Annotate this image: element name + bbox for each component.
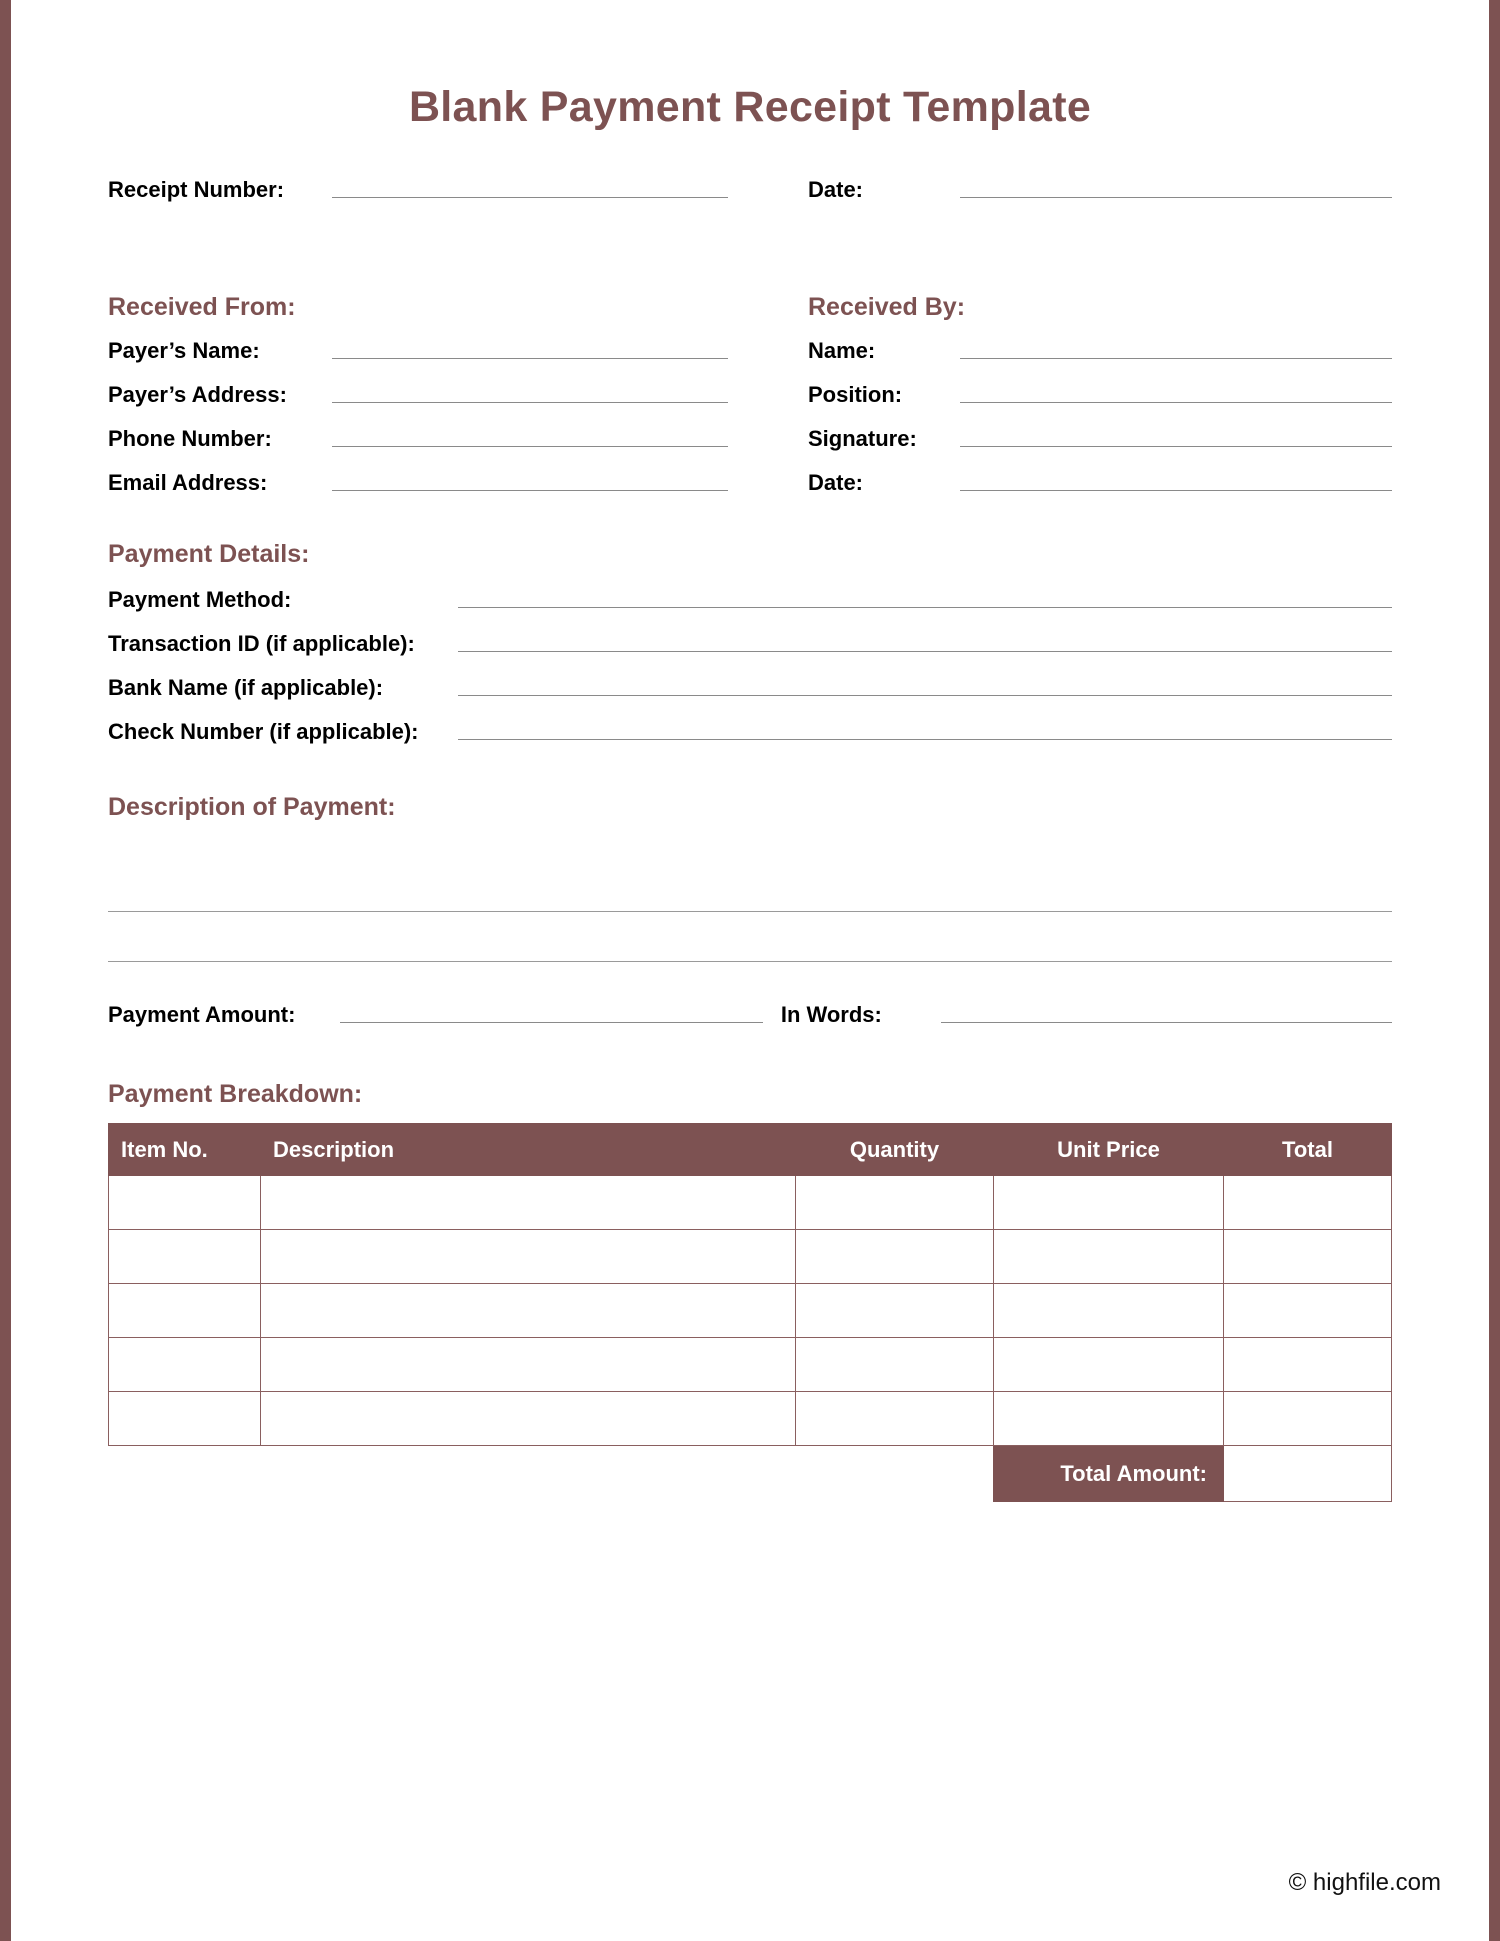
receiver-signature-field[interactable]	[808, 426, 1392, 452]
breakdown-table-head	[109, 1124, 1392, 1176]
receipt-date-input[interactable]	[960, 197, 1392, 198]
cell-total[interactable]	[1224, 1284, 1392, 1338]
column-header-quantity: Quantity	[796, 1124, 994, 1176]
cell-unit-price[interactable]	[994, 1284, 1224, 1338]
receipt-meta-row	[108, 177, 1392, 203]
receiver-date-input[interactable]	[960, 490, 1392, 491]
breakdown-table-body	[109, 1176, 1392, 1502]
cell-total[interactable]	[1224, 1176, 1392, 1230]
table-row[interactable]	[109, 1176, 1392, 1230]
transaction-id-field[interactable]	[108, 631, 1392, 657]
cell-unit-price[interactable]	[994, 1392, 1224, 1446]
bank-name-field[interactable]	[108, 675, 1392, 701]
in-words-input[interactable]	[941, 1022, 1392, 1023]
transaction-id-input[interactable]	[458, 651, 1392, 652]
receiver-position-input[interactable]	[960, 402, 1392, 403]
description-line[interactable]	[108, 912, 1392, 962]
document-sheet	[11, 0, 1489, 1941]
receipt-number-field[interactable]	[108, 177, 728, 203]
cell-quantity[interactable]	[796, 1284, 994, 1338]
description-line[interactable]	[108, 862, 1392, 912]
cell-item-no[interactable]	[109, 1230, 261, 1284]
received-by-section	[750, 249, 1392, 496]
description-section	[108, 793, 1392, 962]
cell-unit-price[interactable]	[994, 1230, 1224, 1284]
table-row[interactable]	[109, 1230, 1392, 1284]
receiver-signature-input[interactable]	[960, 446, 1392, 447]
column-header-description: Description	[261, 1124, 796, 1176]
payment-method-label: Payment Method:	[108, 587, 292, 613]
receipt-date-field[interactable]	[808, 177, 1392, 203]
cell-total[interactable]	[1224, 1392, 1392, 1446]
footer-copyright: © highfile.com	[1288, 1869, 1441, 1896]
payment-amount-input[interactable]	[340, 1022, 763, 1023]
transaction-id-label: Transaction ID (if applicable):	[108, 631, 415, 657]
payer-name-input[interactable]	[332, 358, 728, 359]
cell-description[interactable]	[261, 1284, 796, 1338]
payer-address-label: Payer’s Address:	[108, 382, 287, 408]
description-heading: Description of Payment:	[108, 793, 396, 822]
payment-amount-field[interactable]	[108, 1002, 763, 1028]
receiver-position-label: Position:	[808, 382, 903, 408]
receiver-date-label: Date:	[808, 470, 864, 496]
page-left-border	[0, 0, 11, 1941]
payer-address-field[interactable]	[108, 382, 728, 408]
receiver-name-field[interactable]	[808, 338, 1392, 364]
breakdown-heading: Payment Breakdown:	[108, 1080, 363, 1109]
total-amount-value[interactable]	[1224, 1446, 1392, 1502]
payer-name-field[interactable]	[108, 338, 728, 364]
in-words-field[interactable]	[763, 1002, 1392, 1028]
total-row-spacer	[109, 1446, 261, 1502]
total-amount-label: Total Amount:	[994, 1446, 1224, 1502]
cell-quantity[interactable]	[796, 1230, 994, 1284]
receiver-signature-label: Signature:	[808, 426, 917, 452]
payer-phone-field[interactable]	[108, 426, 728, 452]
cell-description[interactable]	[261, 1338, 796, 1392]
column-header-unit-price: Unit Price	[994, 1124, 1224, 1176]
check-number-label: Check Number (if applicable):	[108, 719, 419, 745]
receiver-name-label: Name:	[808, 338, 876, 364]
cell-description[interactable]	[261, 1230, 796, 1284]
payment-details-heading: Payment Details:	[108, 540, 310, 569]
receipt-number-label: Receipt Number:	[108, 177, 285, 203]
footer	[1289, 1869, 1441, 1897]
column-header-item-no: Item No.	[109, 1124, 261, 1176]
column-header-total: Total	[1224, 1124, 1392, 1176]
cell-item-no[interactable]	[109, 1176, 261, 1230]
payer-email-field[interactable]	[108, 470, 728, 496]
cell-unit-price[interactable]	[994, 1338, 1224, 1392]
check-number-field[interactable]	[108, 719, 1392, 745]
cell-total[interactable]	[1224, 1230, 1392, 1284]
payment-method-field[interactable]	[108, 587, 1392, 613]
cell-description[interactable]	[261, 1392, 796, 1446]
document-body	[60, 0, 1440, 1502]
page-right-border	[1489, 0, 1500, 1941]
table-row[interactable]	[109, 1338, 1392, 1392]
payment-method-input[interactable]	[458, 607, 1392, 608]
received-from-heading: Received From:	[108, 293, 296, 322]
payer-address-input[interactable]	[332, 402, 728, 403]
receipt-date-label: Date:	[808, 177, 864, 203]
cell-total[interactable]	[1224, 1338, 1392, 1392]
receipt-date-group	[750, 177, 1392, 203]
bank-name-label: Bank Name (if applicable):	[108, 675, 384, 701]
bank-name-input[interactable]	[458, 695, 1392, 696]
description-lines[interactable]	[108, 862, 1392, 962]
payer-email-input[interactable]	[332, 490, 728, 491]
receiver-date-field[interactable]	[808, 470, 1392, 496]
amount-row	[108, 1002, 1392, 1028]
payer-name-label: Payer’s Name:	[108, 338, 260, 364]
breakdown-section	[108, 1080, 1392, 1502]
payer-phone-input[interactable]	[332, 446, 728, 447]
cell-item-no[interactable]	[109, 1392, 261, 1446]
cell-unit-price[interactable]	[994, 1176, 1224, 1230]
cell-description[interactable]	[261, 1176, 796, 1230]
payer-email-label: Email Address:	[108, 470, 268, 496]
cell-quantity[interactable]	[796, 1338, 994, 1392]
receipt-number-input[interactable]	[332, 197, 728, 198]
receiver-position-field[interactable]	[808, 382, 1392, 408]
received-by-heading: Received By:	[808, 293, 966, 322]
table-row[interactable]	[109, 1392, 1392, 1446]
total-row-spacer	[796, 1446, 994, 1502]
breakdown-header-row	[109, 1124, 1392, 1176]
breakdown-table	[108, 1123, 1392, 1502]
cell-item-no[interactable]	[109, 1284, 261, 1338]
total-amount-row	[109, 1446, 1392, 1502]
receiver-name-input[interactable]	[960, 358, 1392, 359]
cell-quantity[interactable]	[796, 1392, 994, 1446]
page-title: Blank Payment Receipt Template	[408, 83, 1092, 131]
parties-row	[108, 249, 1392, 496]
table-row[interactable]	[109, 1284, 1392, 1338]
cell-item-no[interactable]	[109, 1338, 261, 1392]
payer-phone-label: Phone Number:	[108, 426, 272, 452]
received-from-section	[108, 249, 750, 496]
check-number-input[interactable]	[458, 739, 1392, 740]
total-row-spacer	[261, 1446, 796, 1502]
payment-amount-label: Payment Amount:	[108, 1002, 296, 1028]
receipt-number-group	[108, 177, 750, 203]
cell-quantity[interactable]	[796, 1176, 994, 1230]
payment-details-section	[108, 540, 1392, 745]
in-words-label: In Words:	[780, 1002, 882, 1028]
